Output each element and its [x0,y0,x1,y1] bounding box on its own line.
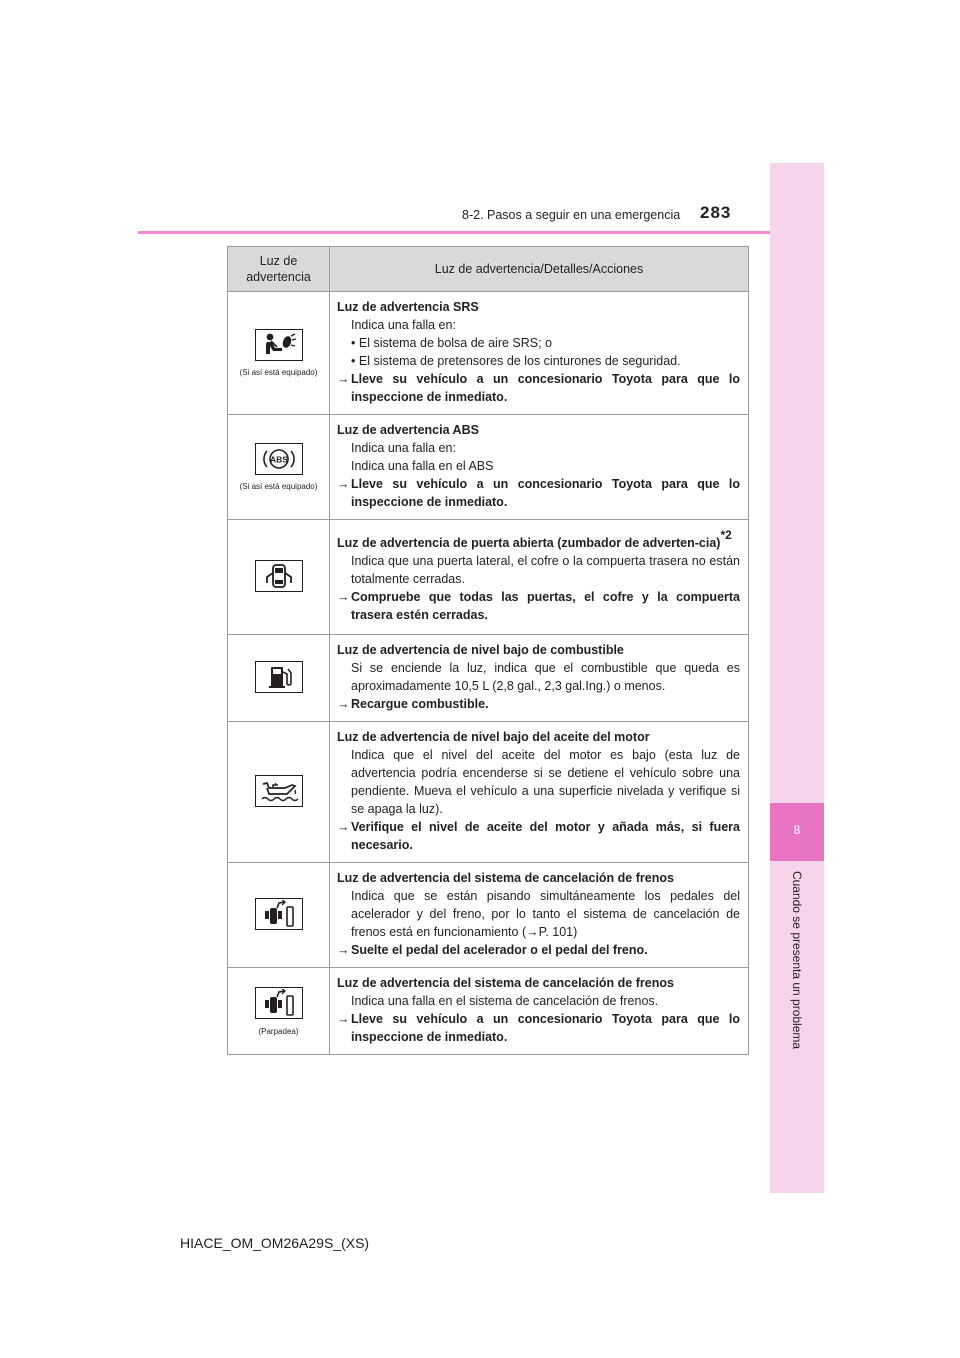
footnote-mark: *2 [720,528,732,542]
column-header-details: Luz de advertencia/Detalles/Acciones [330,247,749,292]
warning-action: → Suelte el pedal del acelerador o el pedal del freno. [337,943,648,957]
page-number: 283 [700,203,732,222]
warning-title: Luz de advertencia SRS [337,300,479,314]
page-reference: P. 101) [538,925,578,939]
warning-title: Luz de advertencia de puerta abierta (zumbador de adverten-cia)*2 [337,528,732,550]
svg-text:ABS: ABS [269,454,288,465]
warning-text: Indica que una puerta lateral, el cofre o la compuerta trasera no están totalmente cerradas. [351,554,740,586]
chapter-label: Cuando se presenta un problema [790,870,804,1050]
warning-action: → Lleve su vehículo a un concesionario Toyota para que lo inspeccione de inmediato. [337,1012,740,1044]
warning-title: Luz de advertencia de nivel bajo de combustible [337,643,624,657]
warning-text-line: Indica una falla en: [351,441,456,455]
srs-airbag-warning-icon [255,329,303,361]
document-code: HIACE_OM_OM26A29S_(XS) [180,1235,370,1251]
equipment-note: (Si así está equipado) [239,482,318,491]
low-oil-level-warning-icon [255,775,303,807]
equipment-note: (Si así está equipado) [239,368,318,377]
flashing-note: (Parpadea) [258,1026,299,1036]
header-divider [138,231,824,234]
warning-text: Si se enciende la luz, indica que el combustible que queda es aproximadamente 10,5 L (2,8 gal., 2,3 gal.Ing.) o menos. [351,661,740,693]
table-row [228,415,749,520]
table-row [228,863,749,968]
warning-action: → Compruebe que todas las puertas, el cofre y la compuerta trasera estén cerradas. [337,590,740,622]
warning-text: Indica que se están pisando simultáneamente los pedales del acelerador y del freno, por lo tanto el sistema de cancelación de frenos está en funcionamiento (→P. 101) [351,889,740,939]
table-row [228,968,749,1055]
abs-warning-icon [255,443,303,475]
brake-override-warning-icon [255,898,303,930]
table-header-row [228,247,749,292]
warning-action: → Verifique el nivel de aceite del motor y añada más, si fuera necesario. [337,820,740,852]
warning-text-line: Indica una falla en el ABS [351,459,494,473]
table-row [228,635,749,722]
table-row [228,520,749,635]
warning-intro: Indica una falla en: [351,318,456,332]
warning-title: Luz de advertencia del sistema de cancelación de frenos [337,871,674,885]
warning-action: → Lleve su vehículo a un concesionario Toyota para que lo inspeccione de inmediato. [337,372,740,404]
warning-lights-table [227,246,749,1055]
brake-override-warning-icon [255,987,303,1019]
warning-title: Luz de advertencia del sistema de cancelación de frenos [337,976,674,990]
open-door-warning-icon [255,560,303,592]
chapter-number: 8 [793,823,801,837]
section-title: 8-2. Pasos a seguir en una emergencia [462,208,681,222]
bullet-item: • El sistema de bolsa de aire SRS; o [351,336,553,350]
bullet-item: • El sistema de pretensores de los cinturones de seguridad. [351,354,681,368]
table-row [228,722,749,863]
table-row [228,292,749,415]
warning-text: Indica que el nivel del aceite del motor es bajo (esta luz de advertencia podría encenderse si se detiene el vehículo sobre una pendiente. Mueva el vehículo a una superficie nivelada y verifique si se apaga la luz). [351,748,740,816]
warning-action: → Lleve su vehículo a un concesionario Toyota para que lo inspeccione de inmediato. [337,477,740,509]
low-fuel-warning-icon [255,661,303,693]
column-header-light: Luz de advertencia [228,247,330,292]
warning-title: Luz de advertencia de nivel bajo del aceite del motor [337,730,650,744]
warning-text: Indica una falla en el sistema de cancelación de frenos. [351,994,659,1008]
warning-action: → Recargue combustible. [337,697,489,711]
warning-title: Luz de advertencia ABS [337,423,479,437]
